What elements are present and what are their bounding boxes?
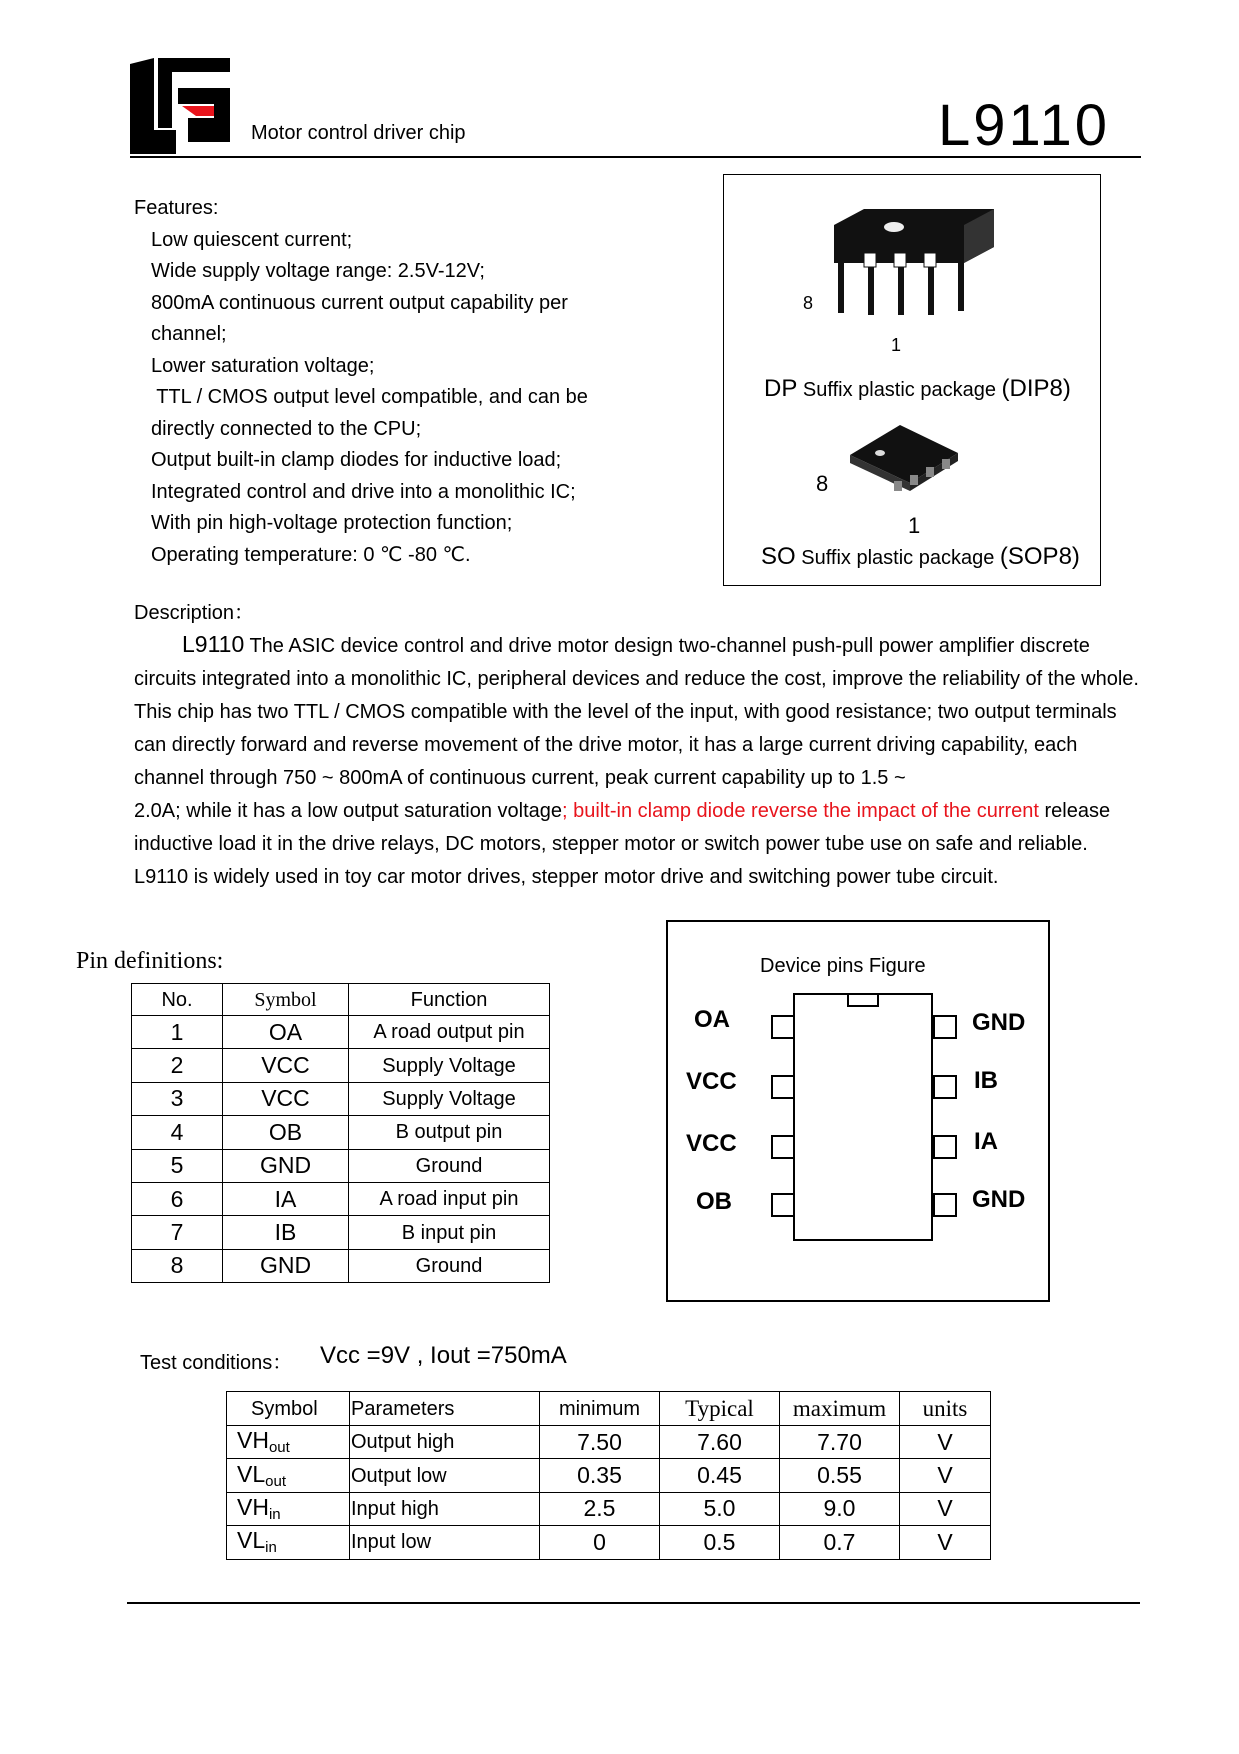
pin-label-left: VCC	[686, 1130, 737, 1157]
description-text: The ASIC device control and drive motor design two-channel push-pull power amplifier discrete circuits integrated into a monolithic IC, peripheral devices and reduce the cost, improve the reliability of the whole. This chip has two TTL / CMOS compatible with the level of the input, with good resistance; two output terminals can directly forward and reverse movement of the drive motor, it has a large current driving capability, each channel through 750 ~ 800mA of continuous current, peak current capability up to 1.5 ~	[134, 635, 1139, 789]
features-title: Features:	[134, 197, 219, 219]
header-cell: Symbol	[223, 984, 349, 1016]
table-row: $VH_{in}$ Input high 2.5 5.0 9.0 V	[227, 1492, 991, 1525]
header-cell: minimum	[540, 1392, 660, 1426]
right-pin-stubs	[932, 1012, 962, 1222]
feature-item: Wide supply voltage range: 2.5V-12V;	[151, 260, 485, 282]
test-conditions-value: Vcc =9V , Iout =750mA	[320, 1342, 567, 1369]
description-part-number: L9110	[182, 631, 245, 657]
company-logo	[130, 58, 230, 154]
header-cell: Typical	[660, 1392, 780, 1426]
table-row: 8 GND Ground	[132, 1249, 550, 1282]
pin-label-right: IA	[974, 1128, 998, 1155]
device-pins-figure	[666, 920, 1050, 1302]
header-cell: Symbol	[227, 1392, 350, 1426]
description-title: Description：	[134, 602, 255, 624]
feature-item: Operating temperature: 0 ℃ -80 ℃.	[151, 543, 471, 566]
header-cell: Function	[349, 984, 550, 1016]
sop-pin-8-label: 8	[816, 471, 829, 496]
feature-item: Lower saturation voltage;	[151, 354, 375, 377]
features-section	[134, 193, 588, 571]
table-row: $VH_{out}$ Output high 7.50 7.60 7.70 V	[227, 1426, 991, 1459]
header-cell: Parameters	[350, 1392, 540, 1426]
header-divider	[130, 156, 1141, 158]
description-body	[134, 628, 1144, 894]
pin-label-left: VCC	[686, 1068, 737, 1095]
description-highlight: ; built-in clamp diode reverse the impact of the current	[562, 800, 1039, 822]
parameters-table	[226, 1391, 991, 1560]
feature-item: Low quiescent current;	[151, 228, 353, 251]
pin-label-right: IB	[974, 1067, 998, 1094]
table-header-row	[132, 984, 550, 1016]
part-number: L9110	[938, 93, 1110, 158]
feature-item: With pin high-voltage protection function;	[151, 512, 513, 534]
header-cell: maximum	[780, 1392, 900, 1426]
table-row: 2 VCC Supply Voltage	[132, 1049, 550, 1082]
feature-item: channel;	[151, 323, 227, 345]
sop8-package-icon	[844, 419, 974, 499]
feature-item: TTL / CMOS output level compatible, and can be	[151, 386, 588, 408]
device-figure-title: Device pins Figure	[760, 955, 926, 977]
dip-pin-8-label: 8	[803, 293, 814, 313]
footer-divider	[127, 1602, 1140, 1604]
package-box	[723, 174, 1101, 586]
table-row: 4 OB B output pin	[132, 1116, 550, 1149]
description-text: release inductive load it in the drive relays, DC motors, stepper motor or switch power tube use on safe and reliable. L9110 is widely used in toy car motor drives, stepper motor drive and switching power tube circuit.	[134, 800, 1111, 888]
pin-label-right: GND	[972, 1186, 1026, 1213]
feature-item: Integrated control and drive into a monolithic IC;	[151, 480, 576, 503]
feature-item: directly connected to the CPU;	[151, 417, 422, 440]
feature-item: Output built-in clamp diodes for inductive load;	[151, 449, 562, 471]
table-row: 7 IB B input pin	[132, 1216, 550, 1249]
table-header-row	[227, 1392, 991, 1426]
table-row: $VL_{in}$ Input low 0 0.5 0.7 V	[227, 1526, 991, 1559]
feature-item: 800mA continuous current output capability per	[151, 291, 568, 314]
pin-label-left: OA	[694, 1006, 730, 1033]
description-text: 2.0A; while it has a low output saturation voltage	[134, 800, 563, 822]
dip-package-label: DP Suffix plastic package (DIP8)	[764, 375, 1071, 402]
pin-label-right: GND	[972, 1009, 1026, 1036]
test-conditions-label: Test conditions：	[140, 1352, 293, 1374]
header-cell: units	[900, 1392, 991, 1426]
pin-label-left: OB	[696, 1188, 732, 1215]
dip8-package-icon	[824, 205, 1014, 315]
sop-pin-1-label: 1	[908, 513, 921, 538]
chip-outline	[768, 992, 944, 1244]
table-row: $VL_{out}$ Output low 0.35 0.45 0.55 V	[227, 1459, 991, 1492]
dip-pin-1-label: 1	[891, 335, 902, 355]
sop-package-label: SO Suffix plastic package (SOP8)	[761, 543, 1080, 570]
pin-definitions-title: Pin definitions:	[76, 948, 224, 974]
header-cell: No.	[132, 984, 223, 1016]
table-row: 5 GND Ground	[132, 1149, 550, 1182]
table-row: 1 OA A road output pin	[132, 1016, 550, 1049]
table-row: 3 VCC Supply Voltage	[132, 1082, 550, 1115]
pin-definitions-table	[131, 983, 550, 1283]
table-row: 6 IA A road input pin	[132, 1182, 550, 1215]
header-subtitle: Motor control driver chip	[251, 122, 466, 144]
